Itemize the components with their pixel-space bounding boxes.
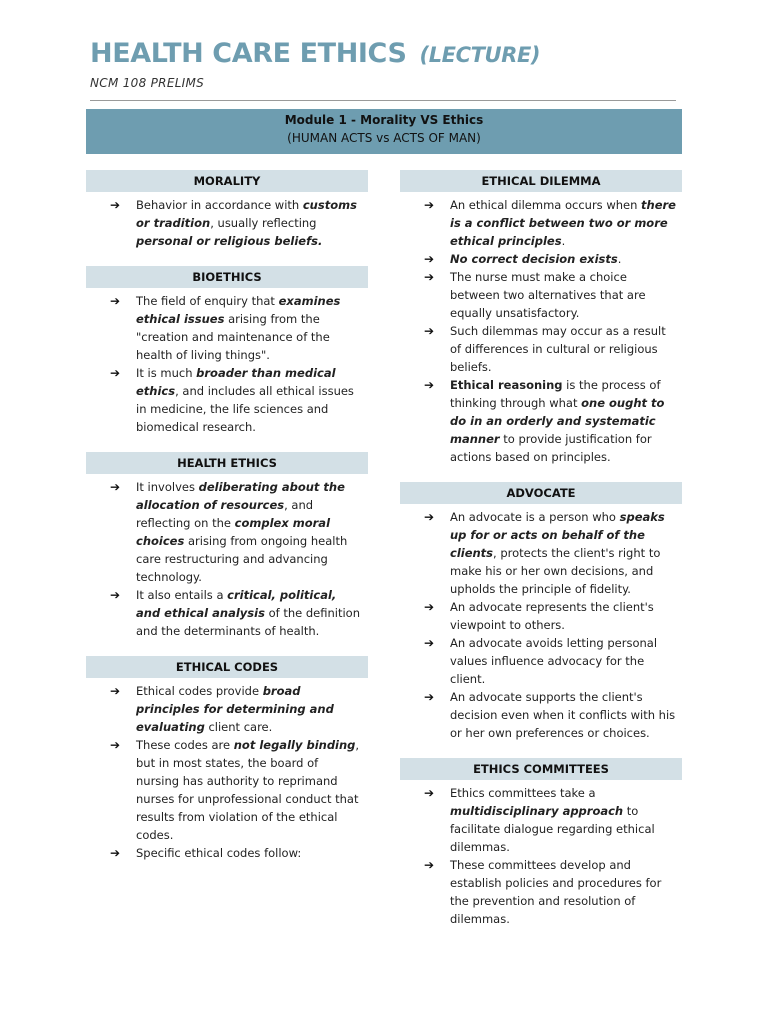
- bullet-item: [86, 844, 368, 862]
- body-text: It involves: [136, 480, 199, 494]
- body-text: , protects the client's right to make his or her own decisions, and upholds the principle of fidelity.: [450, 546, 661, 596]
- right-arrow-icon: ➔: [110, 684, 121, 698]
- left-column: [86, 170, 368, 862]
- right-arrow-icon: ➔: [424, 252, 435, 266]
- body-text: to provide justification for actions based on principles.: [450, 432, 652, 464]
- body-text: , usually reflecting: [210, 216, 317, 230]
- module-subtitle: (HUMAN ACTS vs ACTS OF MAN): [287, 131, 481, 145]
- section-heading-morality: MORALITY: [86, 170, 368, 192]
- bullet-item: [400, 856, 682, 928]
- title-suffix: (LECTURE): [419, 43, 541, 67]
- body-text: , and reflecting on the: [136, 498, 314, 530]
- body-text: of the definition and the determinants of health.: [136, 606, 360, 638]
- bullet-item: [400, 508, 682, 598]
- body-text: These codes are: [136, 738, 234, 752]
- emphasis-text: No correct decision exists: [450, 252, 618, 266]
- emphasis-text: deliberating about the allocation of resources: [136, 480, 345, 512]
- right-arrow-icon: ➔: [110, 588, 121, 602]
- bullet-item: [86, 586, 368, 640]
- bullet-item: [400, 376, 682, 466]
- emphasis-text: complex moral choices: [136, 516, 331, 548]
- section-heading-ethical-codes: ETHICAL CODES: [86, 656, 368, 678]
- bullet-item: [400, 634, 682, 688]
- bullet-item: [86, 682, 368, 736]
- bullet-list: [86, 678, 368, 862]
- bullet-item: [86, 478, 368, 586]
- body-text: It also entails a: [136, 588, 228, 602]
- body-text: Ethics committees take a: [450, 786, 596, 800]
- module-banner: [86, 109, 682, 154]
- body-text: An advocate represents the client's viewpoint to others.: [450, 600, 654, 632]
- bullet-item: [400, 784, 682, 856]
- bullet-item: [86, 196, 368, 250]
- body-text: An advocate supports the client's decision even when it conflicts with his or her own preferences or choices.: [450, 690, 676, 740]
- bullet-item: [400, 196, 682, 250]
- bullet-item: [400, 598, 682, 634]
- right-arrow-icon: ➔: [424, 270, 435, 284]
- document-title: [90, 38, 540, 69]
- header-divider: [90, 100, 676, 101]
- bullet-item: [86, 292, 368, 364]
- body-text: Such dilemmas may occur as a result of differences in cultural or religious beliefs.: [450, 324, 666, 374]
- emphasis-text: broad principles for determining and evaluating: [136, 684, 334, 734]
- emphasis-text: customs or tradition: [136, 198, 357, 230]
- right-arrow-icon: ➔: [424, 858, 435, 872]
- body-text: An ethical dilemma occurs when: [450, 198, 642, 212]
- body-text: client care.: [204, 720, 273, 734]
- bullet-list: [400, 780, 682, 928]
- body-text: is the process of thinking through what: [450, 378, 661, 410]
- bullet-list: [86, 474, 368, 640]
- right-arrow-icon: ➔: [110, 294, 121, 308]
- body-text: .: [561, 234, 566, 248]
- right-column: [400, 170, 682, 928]
- section-heading-advocate: ADVOCATE: [400, 482, 682, 504]
- right-arrow-icon: ➔: [424, 378, 435, 392]
- emphasis-text: speaks up for or acts on behalf of the clients: [450, 510, 665, 560]
- body-text: Specific ethical codes follow:: [136, 846, 302, 860]
- right-arrow-icon: ➔: [110, 738, 121, 752]
- bullet-item: [86, 736, 368, 844]
- body-text: , and includes all ethical issues in medicine, the life sciences and biomedical research.: [136, 384, 354, 434]
- emphasis-text: one ought to do in an orderly and systematic manner: [450, 396, 665, 446]
- bold-text: Ethical reasoning: [450, 378, 563, 392]
- body-text: arising from ongoing health care restructuring and advancing technology.: [136, 534, 348, 584]
- body-text: arising from the "creation and maintenance of the health of living things".: [136, 312, 330, 362]
- section-heading-ethics-committees: ETHICS COMMITTEES: [400, 758, 682, 780]
- bullet-list: [86, 288, 368, 436]
- right-arrow-icon: ➔: [424, 600, 435, 614]
- body-text: It is much: [136, 366, 197, 380]
- bullet-item: [400, 688, 682, 742]
- section-heading-ethical-dilemma: ETHICAL DILEMMA: [400, 170, 682, 192]
- body-text: The nurse must make a choice between two alternatives that are equally unsatisfactory.: [450, 270, 646, 320]
- module-title: Module 1 - Morality VS Ethics: [284, 113, 484, 127]
- body-text: An advocate avoids letting personal values influence advocacy for the client.: [450, 636, 658, 686]
- emphasis-text: there is a conflict between two or more ethical principles: [450, 198, 676, 248]
- section-heading-bioethics: BIOETHICS: [86, 266, 368, 288]
- right-arrow-icon: ➔: [424, 636, 435, 650]
- right-arrow-icon: ➔: [424, 690, 435, 704]
- emphasis-text: not legally binding: [233, 738, 356, 752]
- right-arrow-icon: ➔: [424, 198, 435, 212]
- bullet-item: [400, 322, 682, 376]
- bullet-list: [86, 192, 368, 250]
- emphasis-text: multidisciplinary approach: [450, 804, 624, 818]
- right-arrow-icon: ➔: [424, 510, 435, 524]
- right-arrow-icon: ➔: [424, 324, 435, 338]
- body-text: , but in most states, the board of nursing has authority to reprimand nurses for unprofessional conduct that results from violation of the ethical codes.: [136, 738, 360, 842]
- title-main: HEALTH CARE ETHICS: [90, 38, 407, 69]
- emphasis-text: personal or religious beliefs.: [136, 234, 323, 248]
- body-text: Behavior in accordance with: [136, 198, 303, 212]
- body-text: The field of enquiry that: [136, 294, 279, 308]
- bullet-item: [400, 250, 682, 268]
- body-text: Ethical codes provide: [136, 684, 263, 698]
- emphasis-text: broader than medical ethics: [136, 366, 336, 398]
- right-arrow-icon: ➔: [110, 198, 121, 212]
- bullet-list: [400, 192, 682, 466]
- body-text: An advocate is a person who: [450, 510, 620, 524]
- emphasis-text: examines ethical issues: [136, 294, 341, 326]
- emphasis-text: critical, political, and ethical analysis: [136, 588, 337, 620]
- right-arrow-icon: ➔: [424, 786, 435, 800]
- right-arrow-icon: ➔: [110, 846, 121, 860]
- body-text: to facilitate dialogue regarding ethical dilemmas.: [450, 804, 655, 854]
- right-arrow-icon: ➔: [110, 366, 121, 380]
- bullet-item: [86, 364, 368, 436]
- course-code: NCM 108 PRELIMS: [90, 76, 205, 90]
- body-text: .: [617, 252, 622, 266]
- body-text: These committees develop and establish policies and procedures for the prevention and resolution of dilemmas.: [450, 858, 662, 926]
- section-heading-health-ethics: HEALTH ETHICS: [86, 452, 368, 474]
- bullet-item: [400, 268, 682, 322]
- bullet-list: [400, 504, 682, 742]
- right-arrow-icon: ➔: [110, 480, 121, 494]
